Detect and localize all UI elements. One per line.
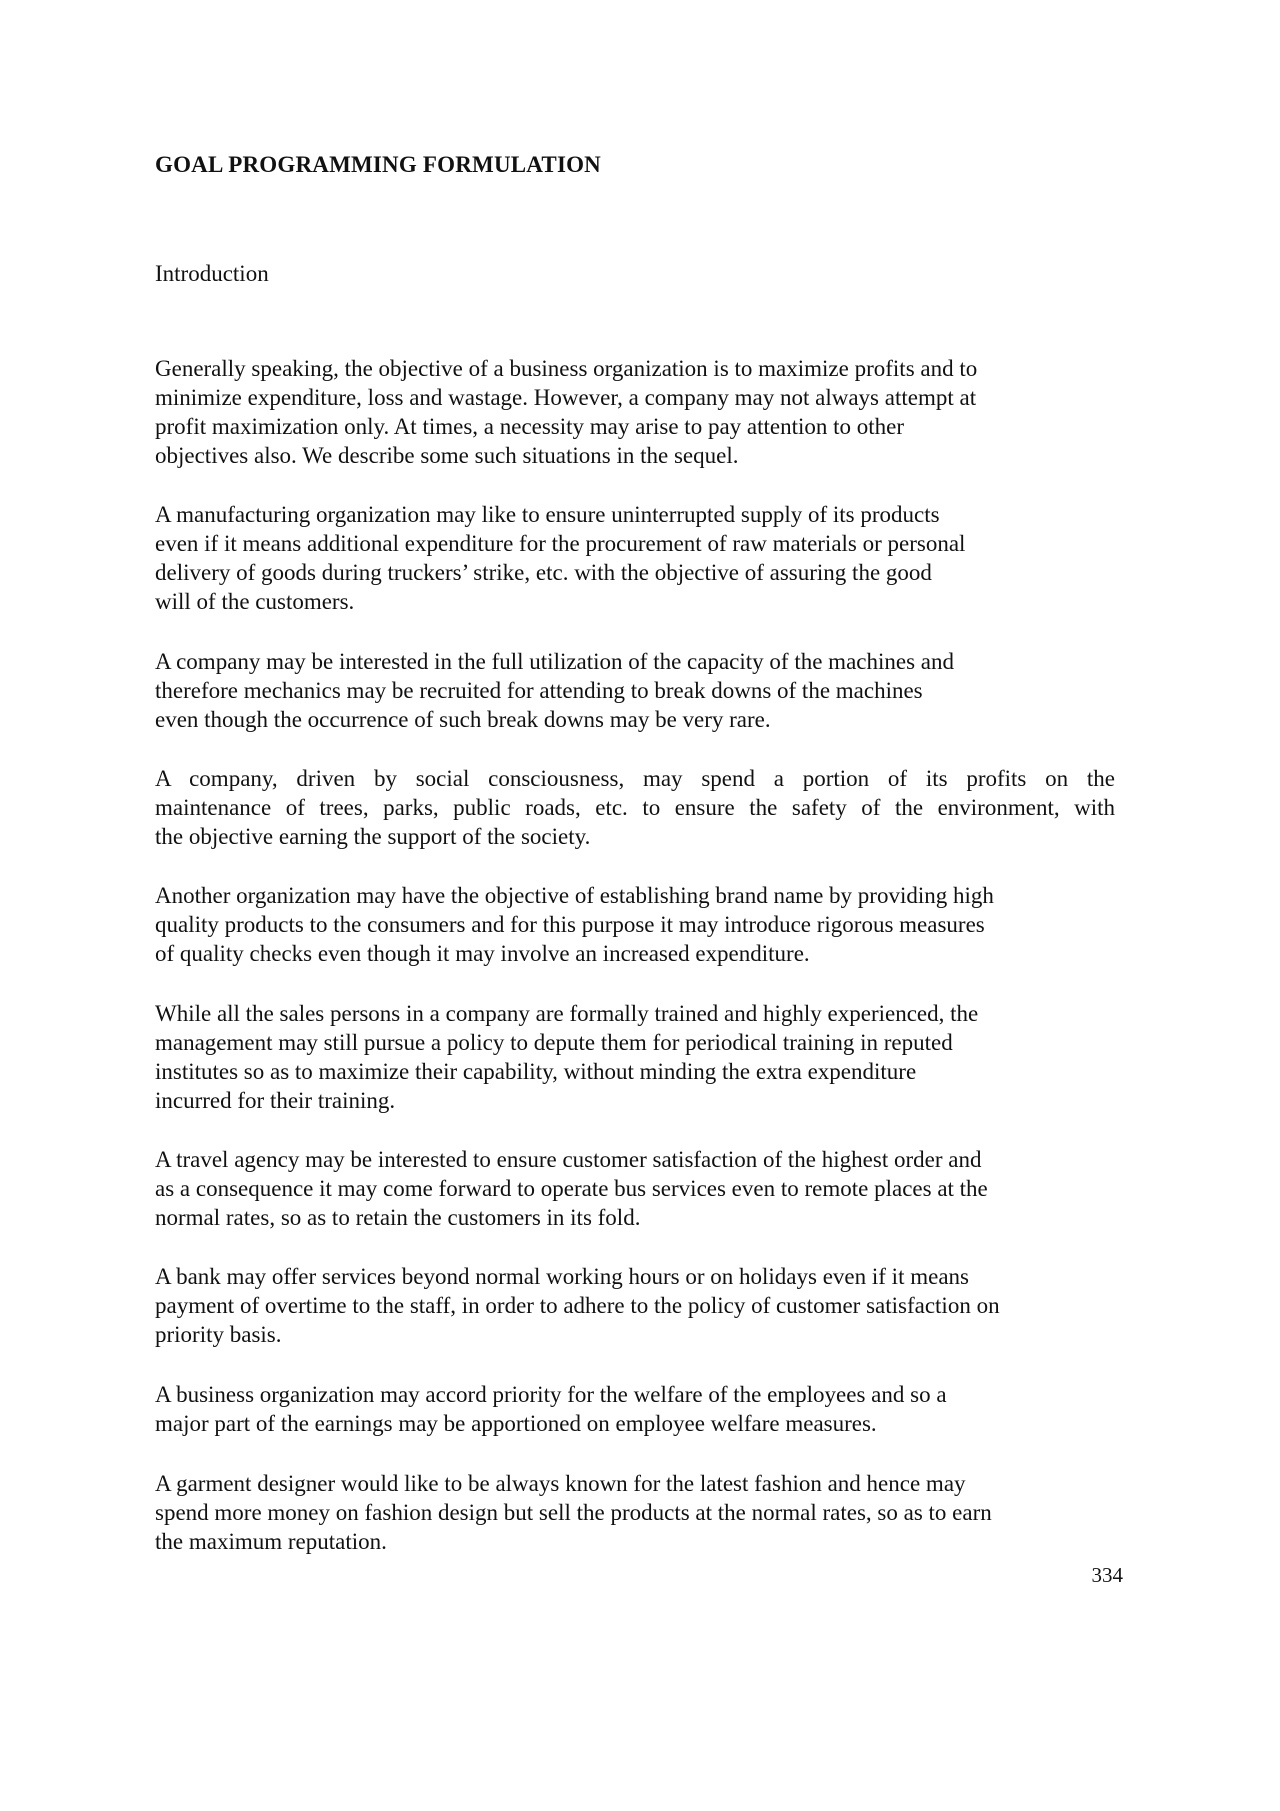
- paragraph-line: objectives also. We describe some such situations in the sequel.: [155, 443, 739, 468]
- paragraph-line: the objective earning the support of the society.: [155, 824, 591, 849]
- paragraph-line: A garment designer would like to be always known for the latest fashion and hence may: [155, 1471, 966, 1496]
- paragraph-5: [155, 881, 1115, 968]
- paragraph-line: management may still pursue a policy to depute them for periodical training in reputed: [155, 1030, 953, 1055]
- page-number: 334: [1091, 1563, 1123, 1587]
- paragraph-4: [155, 764, 1115, 851]
- paragraph-line: A travel agency may be interested to ensure customer satisfaction of the highest order and: [155, 1147, 982, 1172]
- paragraph-7: [155, 1145, 1115, 1232]
- paragraph-line: Another organization may have the objective of establishing brand name by providing high: [155, 883, 994, 908]
- paragraph-8: [155, 1262, 1115, 1349]
- paragraph-6: [155, 999, 1115, 1115]
- paragraph-line: profit maximization only. At times, a necessity may arise to pay attention to other: [155, 414, 905, 439]
- paragraph-9: [155, 1380, 1115, 1438]
- paragraph-line: A company may be interested in the full utilization of the capacity of the machines and: [155, 649, 954, 674]
- paragraph-line: priority basis.: [155, 1322, 282, 1347]
- paragraph-2: [155, 500, 1115, 616]
- paragraph-3: [155, 647, 1115, 734]
- paragraph-line: the maximum reputation.: [155, 1529, 387, 1554]
- paragraph-line: institutes so as to maximize their capability, without minding the extra expenditure: [155, 1059, 917, 1084]
- paragraph-line: Generally speaking, the objective of a business organization is to maximize profits and to: [155, 356, 978, 381]
- paragraph-line: A bank may offer services beyond normal working hours or on holidays even if it means: [155, 1264, 969, 1289]
- paragraph-10: [155, 1469, 1115, 1556]
- paragraph-line: payment of overtime to the staff, in order to adhere to the policy of customer satisfaction on: [155, 1293, 1000, 1318]
- paragraph-1: [155, 354, 1115, 470]
- paragraph-line: delivery of goods during truckers’ strike, etc. with the objective of assuring the good: [155, 560, 932, 585]
- paragraph-line: normal rates, so as to retain the customers in its fold.: [155, 1205, 641, 1230]
- page-title: GOAL PROGRAMMING FORMULATION: [155, 152, 601, 177]
- paragraph-line: incurred for their training.: [155, 1088, 396, 1113]
- paragraph-line: spend more money on fashion design but sell the products at the normal rates, so as to earn: [155, 1500, 992, 1525]
- section-heading-introduction: Introduction: [155, 261, 269, 286]
- paragraph-line: A manufacturing organization may like to ensure uninterrupted supply of its products: [155, 502, 940, 527]
- paragraph-line: even if it means additional expenditure for the procurement of raw materials or personal: [155, 531, 966, 556]
- paragraph-line: A business organization may accord priority for the welfare of the employees and so a: [155, 1382, 947, 1407]
- paragraph-line: While all the sales persons in a company are formally trained and highly experienced, the: [155, 1001, 979, 1026]
- paragraph-line: quality products to the consumers and for this purpose it may introduce rigorous measures: [155, 912, 985, 937]
- paragraph-line: maintenance of trees, parks, public roads, etc. to ensure the safety of the environment, with: [155, 795, 1115, 820]
- paragraph-line: of quality checks even though it may involve an increased expenditure.: [155, 941, 810, 966]
- paragraph-line: will of the customers.: [155, 589, 355, 614]
- paragraph-line: therefore mechanics may be recruited for attending to break downs of the machines: [155, 678, 923, 703]
- paragraph-line: even though the occurrence of such break downs may be very rare.: [155, 707, 771, 732]
- paragraph-line: major part of the earnings may be apportioned on employee welfare measures.: [155, 1411, 877, 1436]
- paragraph-line: as a consequence it may come forward to operate bus services even to remote places at the: [155, 1176, 988, 1201]
- paragraph-line: A company, driven by social consciousness, may spend a portion of its profits on the: [155, 766, 1115, 791]
- paragraph-line: minimize expenditure, loss and wastage. However, a company may not always attempt at: [155, 385, 977, 410]
